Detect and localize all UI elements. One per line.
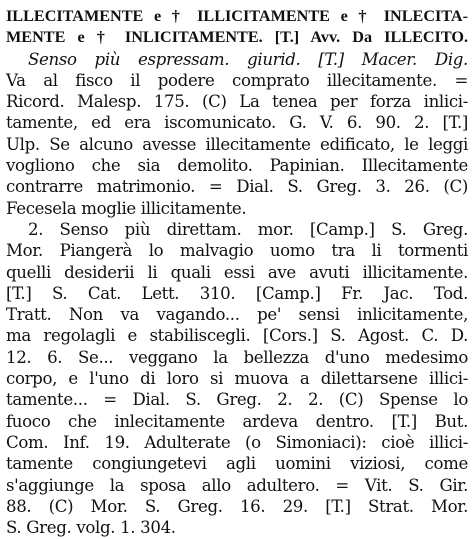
entry-line-8: vogliono che sia demolito. Papinian. Illecitamente <box>6 156 468 176</box>
entry-line-5: Ricord. Malesp. 175. (C) La tenea per forza inlici- <box>6 92 468 112</box>
entry-line-15: Tratt. Non va vagando... pe' sensi inlicitamente, <box>6 305 468 325</box>
entry-line-4: Va al fisco il podere comprato illecitamente. = <box>6 70 468 90</box>
entry-line-12: Mor. Piangerà lo malvagio uomo tra li tormenti <box>6 241 468 261</box>
entry-line-23: s'aggiunge la sposa allo adultero. = Vit. S. Gir. <box>6 475 468 495</box>
entry-line-3: Senso più espressam. giurid. [T.] Macer. Dig. <box>28 49 468 69</box>
entry-line-7: Ulp. Se alcuno avesse illecitamente edificato, le leggi <box>6 134 468 154</box>
entry-line-14: [T.] S. Cat. Lett. 310. [Camp.] Fr. Jac. Tod. <box>6 283 468 303</box>
entry-line-18: corpo, e l'uno di loro si muova a dilettarsene illici- <box>6 369 468 389</box>
entry-line-20: fuoco che inlecitamente ardeva dentro. [T.] But. <box>6 411 468 431</box>
entry-line-11: 2. Senso più direttam. mor. [Camp.] S. Greg. <box>28 219 468 239</box>
entry-line-24: 88. (C) Mor. S. Greg. 16. 29. [T.] Strat. Mor. <box>6 496 468 516</box>
entry-line-22: tamente congiungetevi agli uomini viziosi, come <box>6 454 468 474</box>
entry-line-17: 12. 6. Se... veggano la bellezza d'uno medesimo <box>6 347 468 367</box>
entry-line-16: ma regolagli e stabiliscegli. [Cors.] S. Agost. C. D. <box>6 326 468 346</box>
entry-line-13: quelli desiderii li quali essi ave avuti illicitamente. <box>6 262 468 282</box>
entry-line-25: S. Greg. volg. 1. 304. <box>6 518 176 538</box>
entry-line-2: MENTE e † INLICITAMENTE. [T.] Avv. Da ILLECITO. <box>6 28 468 47</box>
entry-line-21: Com. Inf. 19. Adulterate (o Simoniaci): cioè illici- <box>6 432 468 452</box>
entry-line-1: ILLECITAMENTE e † ILLICITAMENTE e † INLECITA- <box>6 7 468 25</box>
dictionary-entry <box>6 6 468 538</box>
entry-line-9: contrarre matrimonio. = Dial. S. Greg. 3. 26. (C) <box>6 177 468 197</box>
entry-line-6: tamente, ed era iscomunicato. G. V. 6. 90. 2. [T.] <box>6 113 468 133</box>
entry-line-19: tamente... = Dial. S. Greg. 2. 2. (C) Spense lo <box>6 390 468 410</box>
entry-line-10: Fecesela moglie illicitamente. <box>6 198 247 218</box>
